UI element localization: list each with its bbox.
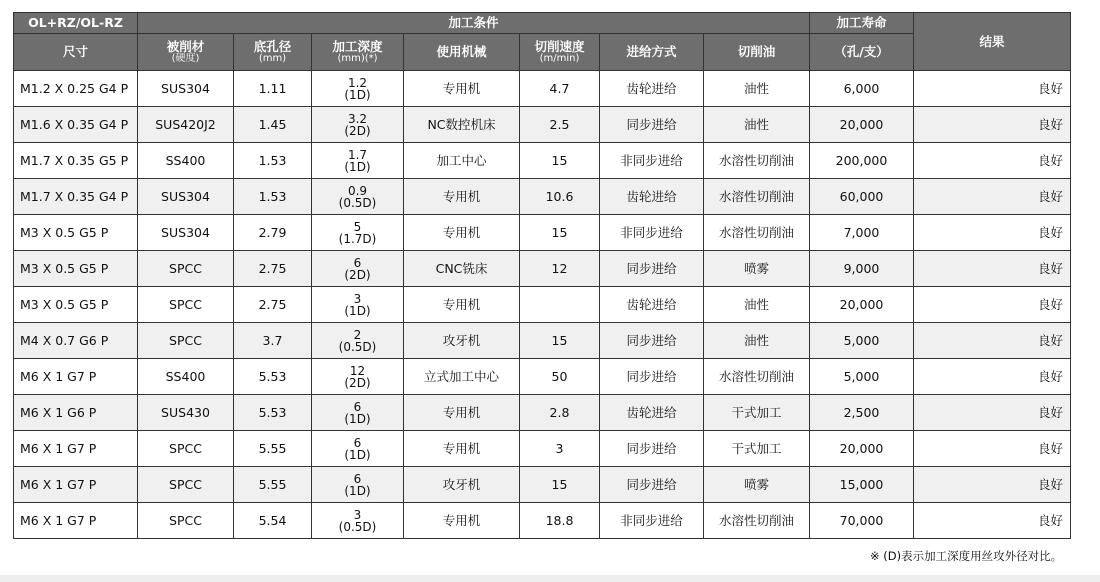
table-row bbox=[14, 107, 1071, 143]
cell-speed: 10.6 bbox=[520, 179, 600, 215]
cell-feed: 非同步进给 bbox=[600, 215, 704, 251]
cell-hole: 5.55 bbox=[234, 431, 312, 467]
header-oil: 切削油 bbox=[704, 34, 810, 71]
cell-result: 良好 bbox=[914, 107, 1071, 143]
cell-depth-value: 12 bbox=[349, 363, 366, 378]
cell-life: 9,000 bbox=[810, 251, 914, 287]
cell-oil: 水溶性切削油 bbox=[704, 215, 810, 251]
cell-depth-value: 1.2 bbox=[347, 75, 368, 90]
cell-result: 良好 bbox=[914, 467, 1071, 503]
cell-depth-value: 6 bbox=[353, 255, 362, 270]
cell-result: 良好 bbox=[914, 395, 1071, 431]
cell-size: M1.7 X 0.35 G5 P bbox=[14, 143, 138, 179]
cell-speed: 15 bbox=[520, 215, 600, 251]
cell-depth-ratio: (0.5D) bbox=[338, 519, 377, 534]
cell-material: SUS304 bbox=[138, 71, 234, 107]
cell-size: M1.2 X 0.25 G4 P bbox=[14, 71, 138, 107]
cell-material: SUS304 bbox=[138, 215, 234, 251]
cell-material: SPCC bbox=[138, 323, 234, 359]
cell-speed: 50 bbox=[520, 359, 600, 395]
header-material bbox=[138, 34, 234, 71]
cell-life: 6,000 bbox=[810, 71, 914, 107]
cell-depth-ratio: (1D) bbox=[344, 159, 371, 174]
header-material-label: 被削材 bbox=[166, 38, 205, 54]
cell-hole: 2.79 bbox=[234, 215, 312, 251]
header-result: 结果 bbox=[914, 13, 1071, 71]
cell-feed: 齿轮进给 bbox=[600, 179, 704, 215]
cell-life: 20,000 bbox=[810, 431, 914, 467]
cell-result: 良好 bbox=[914, 251, 1071, 287]
cell-feed: 同步进给 bbox=[600, 251, 704, 287]
cell-speed: 4.7 bbox=[520, 71, 600, 107]
cell-size: M1.7 X 0.35 G4 P bbox=[14, 179, 138, 215]
cell-hole: 1.53 bbox=[234, 143, 312, 179]
cell-machine: 攻牙机 bbox=[404, 323, 520, 359]
cell-depth-value: 3 bbox=[353, 291, 362, 306]
header-hole-sub: (mm) bbox=[258, 52, 287, 64]
cell-oil: 水溶性切削油 bbox=[704, 179, 810, 215]
cell-material: SUS420J2 bbox=[138, 107, 234, 143]
header-speed-sub: (m/min) bbox=[539, 52, 580, 64]
table-row bbox=[14, 251, 1071, 287]
cell-size: M3 X 0.5 G5 P bbox=[14, 251, 138, 287]
cell-feed: 同步进给 bbox=[600, 431, 704, 467]
cell-oil: 油性 bbox=[704, 71, 810, 107]
table-header bbox=[14, 13, 1071, 71]
cell-life: 70,000 bbox=[810, 503, 914, 539]
cell-depth bbox=[312, 71, 404, 107]
cell-speed: 3 bbox=[520, 431, 600, 467]
cell-feed: 齿轮进给 bbox=[600, 71, 704, 107]
cell-oil: 油性 bbox=[704, 107, 810, 143]
cell-life: 7,000 bbox=[810, 215, 914, 251]
cell-speed: 18.8 bbox=[520, 503, 600, 539]
table-body bbox=[14, 71, 1071, 539]
header-depth-sub: (mm)(*) bbox=[337, 52, 378, 64]
cell-material: SUS304 bbox=[138, 179, 234, 215]
header-size: 尺寸 bbox=[14, 34, 138, 71]
cell-depth-value: 5 bbox=[353, 219, 362, 234]
cell-depth bbox=[312, 215, 404, 251]
cell-result: 良好 bbox=[914, 179, 1071, 215]
cell-machine: 专用机 bbox=[404, 503, 520, 539]
cell-size: M6 X 1 G7 P bbox=[14, 467, 138, 503]
cell-hole: 2.75 bbox=[234, 287, 312, 323]
cell-feed: 齿轮进给 bbox=[600, 395, 704, 431]
cell-depth-value: 6 bbox=[353, 399, 362, 414]
table-row bbox=[14, 467, 1071, 503]
cell-oil: 喷雾 bbox=[704, 467, 810, 503]
cell-size: M6 X 1 G7 P bbox=[14, 503, 138, 539]
table-row bbox=[14, 395, 1071, 431]
cell-speed: 2.8 bbox=[520, 395, 600, 431]
cell-feed: 同步进给 bbox=[600, 107, 704, 143]
cell-machine: 专用机 bbox=[404, 431, 520, 467]
header-hole bbox=[234, 34, 312, 71]
cell-hole: 3.7 bbox=[234, 323, 312, 359]
cell-oil: 水溶性切削油 bbox=[704, 143, 810, 179]
cell-result: 良好 bbox=[914, 431, 1071, 467]
cell-oil: 干式加工 bbox=[704, 431, 810, 467]
header-conditions: 加工条件 bbox=[138, 13, 810, 34]
cell-size: M3 X 0.5 G5 P bbox=[14, 287, 138, 323]
cell-depth-ratio: (0.5D) bbox=[338, 339, 377, 354]
cell-depth-value: 3.2 bbox=[347, 111, 368, 126]
cell-result: 良好 bbox=[914, 503, 1071, 539]
header-feed: 进给方式 bbox=[600, 34, 704, 71]
cell-machine: 攻牙机 bbox=[404, 467, 520, 503]
cell-result: 良好 bbox=[914, 71, 1071, 107]
cell-result: 良好 bbox=[914, 359, 1071, 395]
cell-size: M6 X 1 G7 P bbox=[14, 359, 138, 395]
cell-hole: 1.45 bbox=[234, 107, 312, 143]
cell-speed: 12 bbox=[520, 251, 600, 287]
cell-size: M3 X 0.5 G5 P bbox=[14, 215, 138, 251]
cell-depth bbox=[312, 395, 404, 431]
cell-depth bbox=[312, 467, 404, 503]
cell-oil: 喷雾 bbox=[704, 251, 810, 287]
cell-depth bbox=[312, 179, 404, 215]
cell-depth bbox=[312, 323, 404, 359]
cell-size: M6 X 1 G6 P bbox=[14, 395, 138, 431]
cell-depth-value: 2 bbox=[353, 327, 362, 342]
cell-machine: 专用机 bbox=[404, 71, 520, 107]
cell-hole: 5.54 bbox=[234, 503, 312, 539]
cell-machine: 专用机 bbox=[404, 179, 520, 215]
cell-result: 良好 bbox=[914, 215, 1071, 251]
cell-speed bbox=[520, 287, 600, 323]
machining-results-table bbox=[13, 12, 1071, 539]
cell-result: 良好 bbox=[914, 323, 1071, 359]
cell-machine: 专用机 bbox=[404, 215, 520, 251]
cell-oil: 油性 bbox=[704, 287, 810, 323]
cell-feed: 齿轮进给 bbox=[600, 287, 704, 323]
cell-hole: 5.53 bbox=[234, 359, 312, 395]
cell-life: 2,500 bbox=[810, 395, 914, 431]
footer-bar bbox=[0, 575, 1100, 582]
cell-oil: 油性 bbox=[704, 323, 810, 359]
cell-machine: CNC铣床 bbox=[404, 251, 520, 287]
cell-feed: 同步进给 bbox=[600, 467, 704, 503]
header-life: 加工寿命 bbox=[810, 13, 914, 34]
cell-material: SS400 bbox=[138, 143, 234, 179]
cell-hole: 5.55 bbox=[234, 467, 312, 503]
cell-material: SPCC bbox=[138, 503, 234, 539]
table-row bbox=[14, 287, 1071, 323]
cell-depth bbox=[312, 431, 404, 467]
cell-depth-value: 1.7 bbox=[347, 147, 368, 162]
cell-size: M1.6 X 0.35 G4 P bbox=[14, 107, 138, 143]
cell-speed: 15 bbox=[520, 467, 600, 503]
cell-depth-ratio: (2D) bbox=[344, 123, 371, 138]
table-row bbox=[14, 359, 1071, 395]
cell-life: 5,000 bbox=[810, 359, 914, 395]
header-life-unit: （孔/支） bbox=[810, 34, 914, 71]
cell-feed: 同步进给 bbox=[600, 359, 704, 395]
header-material-sub: (硬度) bbox=[171, 52, 200, 64]
cell-machine: 加工中心 bbox=[404, 143, 520, 179]
header-depth bbox=[312, 34, 404, 71]
cell-hole: 2.75 bbox=[234, 251, 312, 287]
cell-machine: NC数控机床 bbox=[404, 107, 520, 143]
cell-life: 15,000 bbox=[810, 467, 914, 503]
table-row bbox=[14, 431, 1071, 467]
table-row bbox=[14, 215, 1071, 251]
cell-life: 20,000 bbox=[810, 107, 914, 143]
cell-feed: 非同步进给 bbox=[600, 143, 704, 179]
cell-result: 良好 bbox=[914, 143, 1071, 179]
header-machine: 使用机械 bbox=[404, 34, 520, 71]
cell-depth-ratio: (1D) bbox=[344, 411, 371, 426]
table-row bbox=[14, 143, 1071, 179]
cell-depth bbox=[312, 287, 404, 323]
cell-depth-ratio: (1D) bbox=[344, 87, 371, 102]
cell-depth bbox=[312, 143, 404, 179]
cell-depth-ratio: (2D) bbox=[344, 267, 371, 282]
cell-depth bbox=[312, 359, 404, 395]
cell-hole: 1.11 bbox=[234, 71, 312, 107]
cell-size: M6 X 1 G7 P bbox=[14, 431, 138, 467]
cell-speed: 15 bbox=[520, 143, 600, 179]
table-row bbox=[14, 503, 1071, 539]
footnote: ※ (D)表示加工深度用丝攻外径对比。 bbox=[870, 549, 1063, 563]
cell-size: M4 X 0.7 G6 P bbox=[14, 323, 138, 359]
cell-hole: 1.53 bbox=[234, 179, 312, 215]
cell-depth bbox=[312, 107, 404, 143]
table-row bbox=[14, 179, 1071, 215]
cell-material: SPCC bbox=[138, 287, 234, 323]
cell-depth-ratio: (1D) bbox=[344, 303, 371, 318]
cell-material: SPCC bbox=[138, 431, 234, 467]
cell-material: SPCC bbox=[138, 467, 234, 503]
header-speed-label: 切削速度 bbox=[534, 38, 585, 54]
cell-depth-ratio: (1.7D) bbox=[338, 231, 377, 246]
header-hole-label: 底孔径 bbox=[253, 38, 292, 54]
cell-machine: 立式加工中心 bbox=[404, 359, 520, 395]
cell-material: SS400 bbox=[138, 359, 234, 395]
cell-speed: 15 bbox=[520, 323, 600, 359]
cell-speed: 2.5 bbox=[520, 107, 600, 143]
table-row bbox=[14, 71, 1071, 107]
cell-result: 良好 bbox=[914, 287, 1071, 323]
header-speed bbox=[520, 34, 600, 71]
cell-life: 60,000 bbox=[810, 179, 914, 215]
header-product: OL+RZ/OL-RZ bbox=[14, 13, 138, 34]
cell-depth-value: 6 bbox=[353, 471, 362, 486]
cell-depth-value: 6 bbox=[353, 435, 362, 450]
cell-feed: 同步进给 bbox=[600, 323, 704, 359]
cell-depth-value: 0.9 bbox=[347, 183, 368, 198]
cell-feed: 非同步进给 bbox=[600, 503, 704, 539]
cell-hole: 5.53 bbox=[234, 395, 312, 431]
cell-machine: 专用机 bbox=[404, 395, 520, 431]
cell-oil: 水溶性切削油 bbox=[704, 359, 810, 395]
cell-life: 20,000 bbox=[810, 287, 914, 323]
cell-depth-ratio: (1D) bbox=[344, 447, 371, 462]
cell-oil: 水溶性切削油 bbox=[704, 503, 810, 539]
cell-material: SUS430 bbox=[138, 395, 234, 431]
cell-machine: 专用机 bbox=[404, 287, 520, 323]
cell-life: 200,000 bbox=[810, 143, 914, 179]
cell-depth-ratio: (1D) bbox=[344, 483, 371, 498]
cell-depth-ratio: (0.5D) bbox=[338, 195, 377, 210]
cell-life: 5,000 bbox=[810, 323, 914, 359]
cell-oil: 干式加工 bbox=[704, 395, 810, 431]
cell-depth bbox=[312, 503, 404, 539]
cell-depth bbox=[312, 251, 404, 287]
table-row bbox=[14, 323, 1071, 359]
cell-depth-value: 3 bbox=[353, 507, 362, 522]
cell-depth-ratio: (2D) bbox=[344, 375, 371, 390]
cell-material: SPCC bbox=[138, 251, 234, 287]
header-depth-label: 加工深度 bbox=[332, 38, 383, 54]
